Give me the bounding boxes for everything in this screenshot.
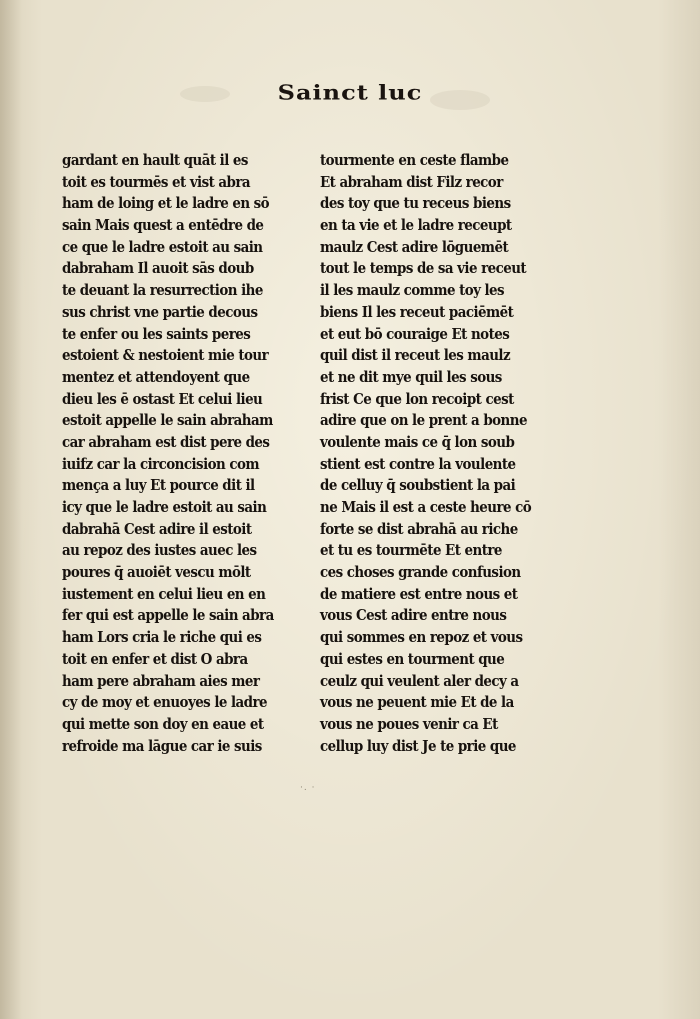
text-line: te enfer ou les saints peres (62, 325, 251, 343)
text-line: et eut bō couraige Et notes (320, 325, 510, 343)
right-text-column (320, 150, 546, 757)
text-line: ces choses grande confusion (320, 564, 521, 582)
text-line: car abraham est dist pere des (62, 433, 270, 451)
text-line: ceulz qui veulent aler decy a (320, 672, 519, 690)
text-line: vous Cest adire entre nous (320, 607, 507, 625)
text-line: stient est contre la voulente (320, 455, 516, 473)
text-line: il les maulz comme toy les (320, 282, 505, 300)
text-line: des toy que tu receus biens (320, 195, 511, 213)
text-line: qui estes en tourment que (320, 650, 505, 668)
text-line: refroide ma lāgue car ie suis (62, 737, 262, 755)
text-line: vous ne peuent mie Et de la (320, 694, 514, 712)
text-line: Et abraham dist Filz recor (320, 173, 503, 191)
text-line: tourmente en ceste flambe (320, 152, 509, 169)
text-line: toit es tourmēs et vist abra (62, 173, 251, 191)
text-line: dabrahā Cest adire il estoit (62, 520, 252, 538)
text-line: mença a luy Et pource dit il (62, 477, 255, 495)
folio-mark: ·. · (300, 783, 316, 793)
text-line: sain Mais quest a entēdre de (62, 217, 264, 235)
text-line: dieu les ē ostast Et celui lieu (62, 390, 263, 408)
text-line: quil dist il receut les maulz (320, 347, 511, 365)
text-line: mentez et attendoyent que (62, 368, 250, 386)
text-line: adire que on le prent a bonne (320, 412, 527, 430)
text-line: biens Il les receut paciēmēt (320, 303, 514, 321)
text-line: iustement en celui lieu en en (62, 585, 266, 603)
gutter-shadow (0, 0, 22, 1019)
text-line: forte se dist abrahā au riche (320, 520, 518, 538)
text-line: et tu es tourmēte Et entre (320, 542, 502, 560)
text-line: en ta vie et le ladre receupt (320, 217, 512, 235)
text-line: au repoz des iustes auec les (62, 542, 257, 560)
text-line: vous ne poues venir ca Et (320, 715, 498, 733)
text-line: voulente mais ce q̄ lon soub (320, 433, 515, 451)
text-line: ce que le ladre estoit au sain (62, 238, 263, 256)
text-line: qui sommes en repoz et vous (320, 629, 523, 647)
text-line: te deuant la resurrection ihe (62, 282, 263, 300)
text-line: ham pere abraham aies mer (62, 672, 260, 690)
text-line: fer qui est appelle le sain abra (62, 607, 274, 625)
text-line: tout le temps de sa vie receut (320, 260, 527, 278)
text-line: estoient & nestoient mie tour (62, 347, 269, 365)
running-head: Sainct luc (277, 80, 423, 105)
text-line: icy que le ladre estoit au sain (62, 499, 267, 516)
text-line: ham de loing et le ladre en sō (62, 195, 270, 213)
text-line: qui mette son doy en eaue et (62, 715, 264, 733)
text-line: poures q̄ auoiēt vescu mōlt (62, 564, 251, 582)
text-line: ham Lors cria le riche qui es (62, 629, 262, 647)
text-line: de matiere est entre nous et (320, 585, 518, 603)
text-line: frist Ce que lon recoipt cest (320, 390, 514, 408)
text-line: iuifz car la circoncision com (62, 455, 260, 473)
text-line: de celluy q̄ soubstient la pai (320, 477, 516, 495)
left-text-column (62, 150, 290, 757)
text-line: estoit appelle le sain abraham (62, 412, 273, 430)
text-line: sus christ vne partie decous (62, 303, 258, 321)
text-line: cellup luy dist Je te prie que (320, 737, 516, 755)
text-line: et ne dit mye quil les sous (320, 368, 502, 386)
text-line: maulz Cest adire lōguemēt (320, 238, 509, 256)
text-line: ne Mais il est a ceste heure cō (320, 499, 532, 516)
text-line: toit en enfer et dist O abra (62, 650, 248, 668)
text-line: cy de moy et enuoyes le ladre (62, 694, 268, 712)
text-line: dabraham Il auoit sās doub (62, 260, 254, 278)
text-line: gardant en hault quāt il es (62, 152, 248, 169)
